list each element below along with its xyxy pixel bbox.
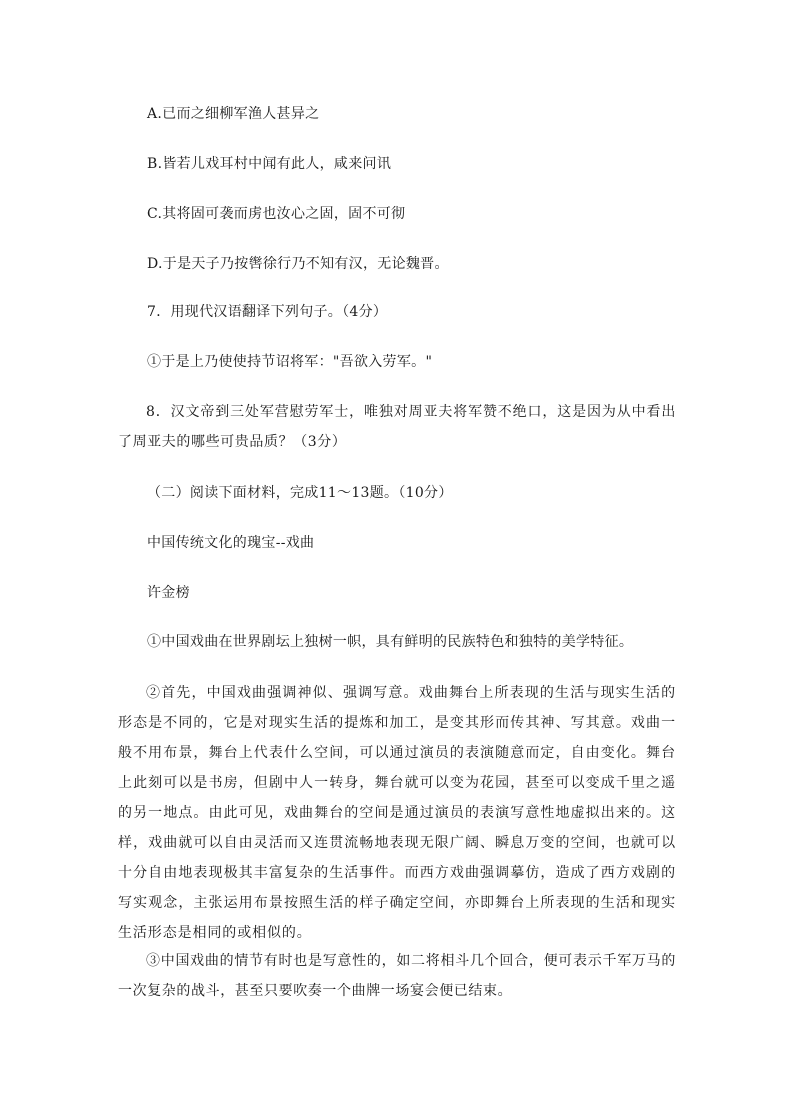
question-8: 8．汉文帝到三处军营慰劳军士，唯独对周亚夫将军赞不绝口，这是因为从中看出了周亚夫的哪些可贵品质？（3分） (118, 404, 676, 450)
article-author: 许金榜 (147, 585, 190, 601)
article-paragraph-3: ③中国戏曲的情节有时也是写意性的，如二将相斗几个回合，便可表示千军万马的一次复杂的战斗，甚至只要吹奏一个曲牌一场宴会便已结束。 (118, 953, 676, 999)
question-7-prompt: 7．用现代汉语翻译下列句子。（4分） (147, 304, 388, 320)
option-b: B.皆若儿戏耳村中闻有此人，咸来问讯 (147, 156, 392, 172)
article-title: 中国传统文化的瑰宝--戏曲 (147, 535, 315, 551)
article-paragraph-2: ②首先，中国戏曲强调神似、强调写意。戏曲舞台上所表现的生活与现实生活的形态是不同的，它是对现实生活的提炼和加工，是变其形而传其神、写其意。戏曲一般不用布景，舞台上代表什么空间，可以通过演员的表演随意而定，自由变化。舞台上此刻可以是书房，但剧中人一转身，舞台就可以变为花园，甚至可以变成千里之遥的另一地点。由此可见，戏曲舞台的空间是通过演员的表演写意性地虚拟出来的。这样，戏曲就可以自由灵活而又连贯流畅地表现无限广阔、瞬息万变的空间，也就可以十分自由地表现极其丰富复杂的生活事件。而西方戏曲强调摹仿，造成了西方戏剧的写实观念，主张运用布景按照生活的样子确定空间，亦即舞台上所表现的生活和现实生活形态是相同的或相似的。 (118, 685, 676, 941)
option-a: A.已而之细柳军渔人甚异之 (147, 106, 320, 122)
option-c: C.其将固可袭而虏也汝心之固，固不可彻 (147, 206, 406, 222)
option-d: D.于是天子乃按辔徐行乃不知有汉，无论魏晋。 (147, 256, 449, 272)
article-paragraph-1: ①中国戏曲在世界剧坛上独树一帜，具有鲜明的民族特色和独特的美学特征。 (147, 634, 634, 650)
question-7-sentence: ①于是上乃使使持节诏将军："吾欲入劳军。" (147, 354, 433, 370)
section-2-heading: （二）阅读下面材料，完成11～13题。（10分） (147, 485, 453, 501)
